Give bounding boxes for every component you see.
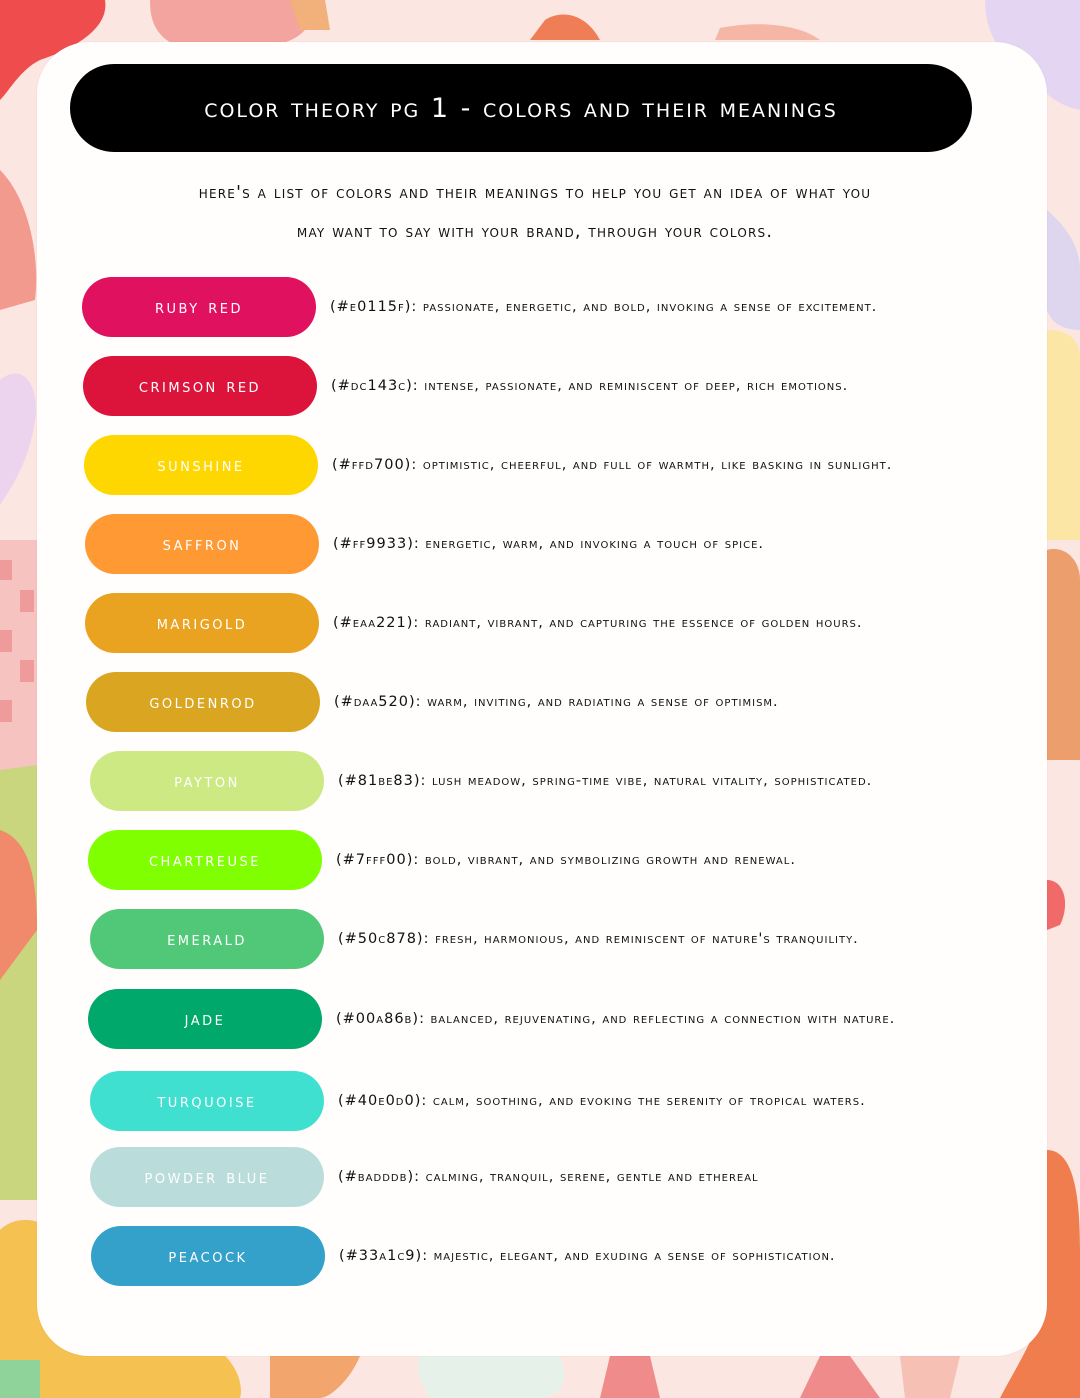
color-description: (#eaa221): radiant, vibrant, and capturing the essence of golden hours.	[333, 615, 863, 631]
color-description: (#50c878): fresh, harmonious, and reminiscent of nature's tranquility.	[338, 931, 859, 947]
color-row-turquoise	[90, 1071, 866, 1131]
intro-line-1: here's a list of colors and their meanings to help you get an idea of what you	[198, 183, 872, 203]
color-swatch-payton: payton	[90, 751, 324, 811]
color-row-chartreuse	[88, 830, 796, 890]
color-row-marigold	[85, 593, 863, 653]
intro-text	[80, 174, 990, 252]
color-swatch-marigold: marigold	[85, 593, 319, 653]
color-swatch-powder-blue: powder blue	[90, 1147, 324, 1207]
color-row-payton	[90, 751, 872, 811]
color-description: (#badddb): calming, tranquil, serene, gentle and ethereal	[338, 1169, 759, 1185]
color-swatch-chartreuse: chartreuse	[88, 830, 322, 890]
color-description: (#7fff00): bold, vibrant, and symbolizing growth and renewal.	[336, 852, 796, 868]
color-description: (#daa520): warm, inviting, and radiating a sense of optimism.	[334, 694, 779, 710]
color-row-powder-blue	[90, 1147, 759, 1207]
color-row-sunshine	[84, 435, 892, 495]
color-swatch-crimson-red: crimson red	[83, 356, 317, 416]
color-row-ruby-red	[82, 277, 877, 337]
color-swatch-turquoise: turquoise	[90, 1071, 324, 1131]
intro-line-2: may want to say with your brand, through your colors.	[296, 222, 774, 242]
color-description: (#81be83): lush meadow, spring-time vibe, natural vitality, sophisticated.	[338, 773, 873, 789]
color-swatch-sunshine: sunshine	[84, 435, 318, 495]
color-description: (#e0115f): passionate, energetic, and bold, invoking a sense of excitement.	[330, 299, 878, 315]
color-swatch-saffron: saffron	[85, 514, 319, 574]
color-description: (#00a86b): balanced, rejuvenating, and reflecting a connection with nature.	[336, 1011, 896, 1027]
color-row-jade	[88, 989, 895, 1049]
color-description: (#33a1c9): majestic, elegant, and exuding a sense of sophistication.	[339, 1248, 836, 1264]
color-swatch-emerald: emerald	[90, 909, 324, 969]
color-row-crimson-red	[83, 356, 848, 416]
color-description: (#ff9933): energetic, warm, and invoking a touch of spice.	[333, 536, 765, 552]
color-description: (#dc143c): intense, passionate, and reminiscent of deep, rich emotions.	[331, 378, 849, 394]
color-description: (#40e0d0): calm, soothing, and evoking the serenity of tropical waters.	[338, 1093, 866, 1109]
color-swatch-ruby-red: ruby red	[82, 277, 316, 337]
page-title: color theory pg 1 - colors and their meanings	[70, 64, 972, 152]
color-row-emerald	[90, 909, 859, 969]
color-row-peacock	[91, 1226, 836, 1286]
color-swatch-jade: jade	[88, 989, 322, 1049]
color-swatch-peacock: peacock	[91, 1226, 325, 1286]
color-swatch-goldenrod: goldenrod	[86, 672, 320, 732]
color-description: (#ffd700): optimistic, cheerful, and full of warmth, like basking in sunlight.	[332, 457, 893, 473]
color-row-saffron	[85, 514, 764, 574]
color-row-goldenrod	[86, 672, 779, 732]
